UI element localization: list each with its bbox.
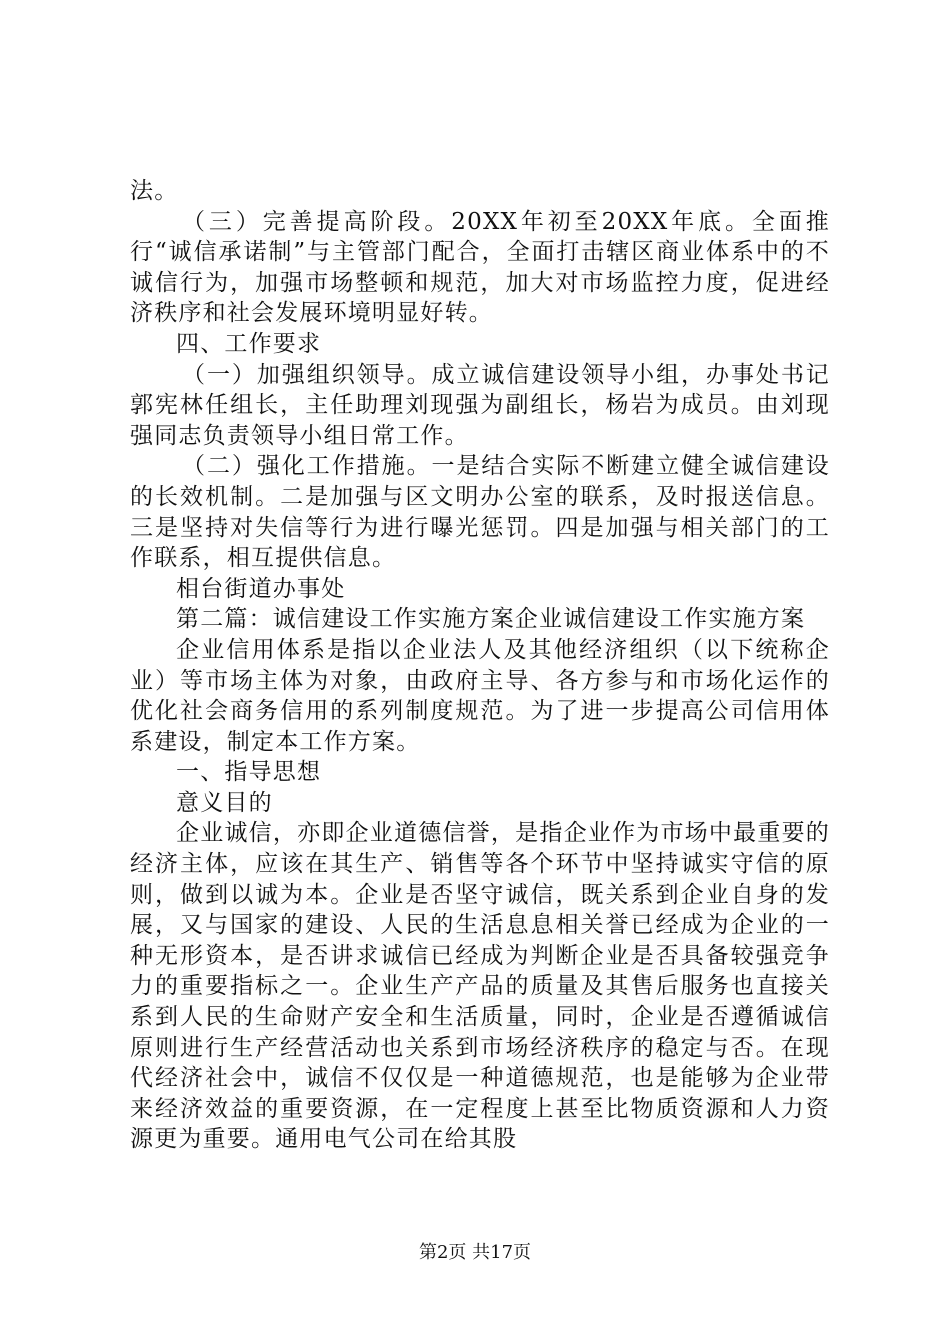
section-heading-guiding-ideology: 一、指导思想 — [176, 759, 322, 786]
paragraph-organization-leadership: （一）加强组织领导。成立诚信建设领导小组，办事处书记郭宪林任组长，主任助理刘现强为副组长，杨岩为成员。由刘现强同志负责领导小组日常工作。 — [130, 361, 830, 449]
paragraph-stage-three: （三）完善提高阶段。20XX年初至20XX年底。全面推行“诚信承诺制”与主管部门配合，全面打击辖区商业体系中的不诚信行为，加强市场整顿和规范，加大对市场监控力度，促进经济秩序和社会发展环境明显好转。 — [130, 208, 830, 327]
document-body — [130, 176, 830, 1155]
page-number-footer: 第2页 共17页 — [418, 1242, 532, 1263]
signature-office-name: 相台街道办事处 — [176, 575, 346, 602]
chapter-heading-part-two: 第二篇：诚信建设工作实施方案企业诚信建设工作实施方案 — [176, 606, 806, 633]
paragraph-enterprise-integrity: 企业诚信，亦即企业道德信誉，是指企业作为市场中最重要的经济主体，应该在其生产、销售等各个环节中坚持诚实守信的原则，做到以诚为本。企业是否坚守诚信，既关系到企业自身的发展，又与国家的建设、人民的生活息息相关誉已经成为企业的一种无形资本，是否讲求诚信已经成为判断企业是否具备较强竞争力的重要指标之一。企业生产产品的质量及其售后服务也直接关系到人民的生命财产安全和生活质量，同时，企业是否遵循诚信原则进行生产经营活动也关系到市场经济秩序的稳定与否。在现代经济社会中，诚信不仅仅是一种道德规范，也是能够为企业带来经济效益的重要资源，在一定程度上甚至比物质资源和人力资源更为重要。通用电气公司在给其股 — [130, 820, 830, 1153]
paragraph-work-measures: （二）强化工作措施。一是结合实际不断建立健全诚信建设的长效机制。二是加强与区文明办公室的联系，及时报送信息。三是坚持对失信等行为进行曝光惩罚。四是加强与相关部门的工作联系，相互提供信息。 — [130, 453, 830, 572]
section-heading-work-requirements: 四、工作要求 — [176, 330, 322, 357]
subheading-significance-purpose: 意义目的 — [176, 789, 273, 816]
paragraph-continuation: 法。 — [130, 178, 179, 204]
paragraph-credit-system-definition: 企业信用体系是指以企业法人及其他经济组织（以下统称企业）等市场主体为对象，由政府主导、各方参与和市场化运作的优化社会商务信用的系列制度规范。为了进一步提高公司信用体系建设，制定本工作方案。 — [130, 636, 830, 755]
